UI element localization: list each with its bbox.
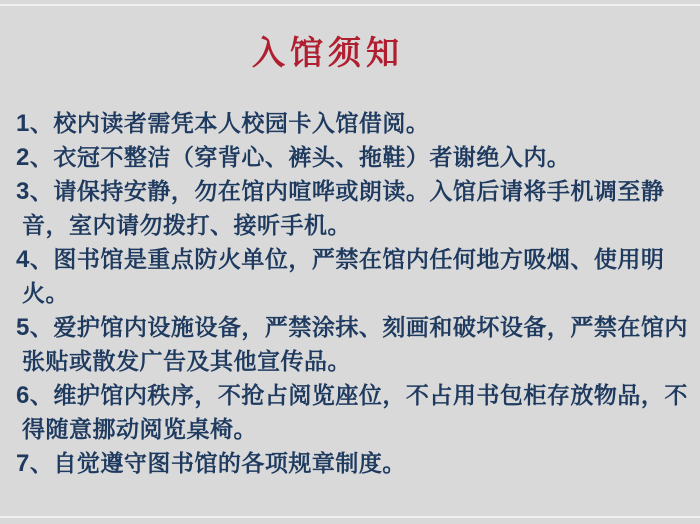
rule-text: 请保持安静，勿在馆内喧哗或朗读。入馆后请将手机调至静音，室内请勿拨打、接听手机。	[22, 179, 665, 238]
rule-number: 4	[16, 246, 30, 273]
rule-number: 5	[16, 314, 30, 341]
page-title: 入馆须知	[252, 36, 404, 72]
rule-text: 自觉遵守图书馆的各项规章制度。	[53, 451, 406, 476]
rule-number: 1	[16, 110, 30, 137]
rule-separator: 、	[29, 451, 54, 476]
bottom-divider	[0, 516, 700, 518]
rule-text: 爱护馆内设施设备，严禁涂抹、刻画和破坏设备，严禁在馆内张贴或散发广告及其他宣传品。	[22, 315, 688, 374]
rule-separator: 、	[29, 315, 54, 340]
rule-separator: 、	[29, 247, 54, 272]
rule-text: 图书馆是重点防火单位，严禁在馆内任何地方吸烟、使用明火。	[22, 247, 665, 306]
rule-item	[16, 243, 692, 311]
rule-number: 7	[16, 450, 30, 477]
top-divider	[0, 4, 700, 6]
rule-separator: 、	[29, 145, 54, 170]
rule-item	[16, 141, 692, 175]
rule-item	[16, 447, 692, 481]
rule-item	[16, 379, 692, 447]
rule-item	[16, 175, 692, 243]
rule-item	[16, 107, 692, 141]
rule-text: 校内读者需凭本人校园卡入馆借阅。	[53, 111, 430, 136]
rule-number: 6	[16, 382, 30, 409]
rule-separator: 、	[29, 179, 54, 204]
rule-text: 衣冠不整洁（穿背心、裤头、拖鞋）者谢绝入内。	[53, 145, 571, 170]
rule-number: 3	[16, 178, 30, 205]
rule-separator: 、	[29, 383, 54, 408]
rule-separator: 、	[29, 111, 54, 136]
rule-text: 维护馆内秩序，不抢占阅览座位，不占用书包柜存放物品，不得随意挪动阅览桌椅。	[22, 383, 688, 442]
rules-list	[0, 107, 700, 481]
rule-item	[16, 311, 692, 379]
rule-number: 2	[16, 144, 30, 171]
